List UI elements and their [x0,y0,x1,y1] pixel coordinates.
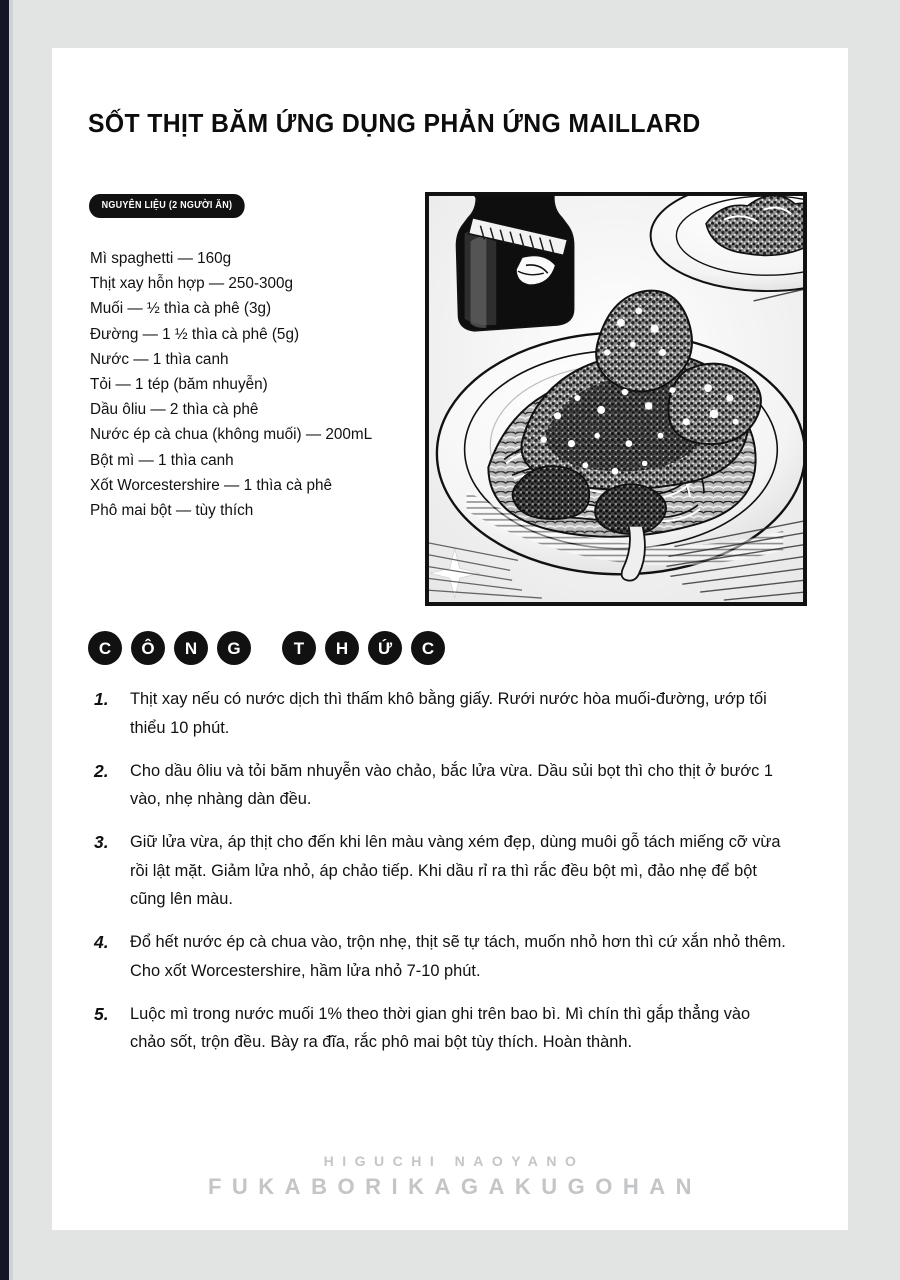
method-letter-bubble: Ô [131,631,165,665]
step-text: Đổ hết nước ép cà chua vào, trộn nhẹ, thịt sẽ tự tách, muốn nhỏ hơn thì cứ xắn nhỏ thêm. Cho xốt Worcestershire, hầm lửa nhỏ 7-10 phút. [130,933,786,980]
step-text: Luộc mì trong nước muối 1% theo thời gian ghi trên bao bì. Mì chín thì gắp thẳng vào chảo sốt, trộn đều. Bày ra đĩa, rắc phô mai bột tùy thích. Hoàn thành. [130,1004,751,1051]
page-spine-edge [9,0,13,1280]
footer-author: HIGUCHI NAOYANO [323,1153,585,1169]
step-text: Cho dầu ôliu và tỏi băm nhuyễn vào chảo, bắc lửa vừa. Dầu sủi bọt thì cho thịt ở bước 1 vào, nhẹ nhàng dàn đều. [130,761,774,808]
method-step [88,685,788,742]
step-text: Giữ lửa vừa, áp thịt cho đến khi lên màu vàng xém đẹp, dùng muôi gỗ tách miếng cỡ vừa rồi lật mặt. Giảm lửa nhỏ, áp chảo tiếp. Khi dầu rỉ ra thì rắc đều bột mì, đảo nhẹ để bột cũng lên màu. [130,833,781,908]
ingredients-list [90,246,420,523]
method-step [88,1000,788,1057]
method-heading [88,628,454,668]
method-letter-bubble: C [88,631,122,665]
ingredient-item: Tỏi — 1 tép (băm nhuyễn) [90,376,268,394]
method-letter-bubble: G [217,631,251,665]
ingredient-item: Đường — 1 ½ thìa cà phê (5g) [90,325,300,343]
recipe-page-card [52,48,848,1230]
page-spine-strip [0,0,9,1280]
dish-illustration [425,192,807,606]
page-title: SỐT THỊT BĂM ỨNG DỤNG PHẢN ỨNG MAILLARD [88,110,701,138]
page-content-area [88,48,812,1230]
method-letter-bubble: N [174,631,208,665]
method-letter-gap [260,648,282,649]
ingredient-item: Nước ép cà chua (không muối) — 200mL [90,426,373,444]
step-number: 5. [94,1003,109,1024]
ingredient-item: Thịt xay hỗn hợp — 250-300g [90,275,294,293]
footer-series: FUKABORIKAGAKUGOHAN [207,1174,703,1199]
ingredient-item: Dầu ôliu — 2 thìa cà phê [90,401,259,419]
method-letter-bubble: C [411,631,445,665]
page-footer [88,1153,812,1200]
method-step [88,828,788,914]
step-text: Thịt xay nếu có nước dịch thì thấm khô bằng giấy. Rưới nước hòa muối-đường, ướp tối thiểu 10 phút. [130,690,767,737]
dish-illustration-svg [427,194,805,604]
method-step [88,928,788,985]
ingredient-item: Bột mì — 1 thìa canh [90,451,234,469]
method-letter-bubble: Ứ [368,631,402,665]
step-number: 4. [94,932,109,952]
ingredient-item: Muối — ½ thìa cà phê (3g) [90,300,272,318]
ingredient-item: Xốt Worcestershire — 1 thìa cà phê [90,476,333,494]
method-letter-bubble: T [282,631,316,665]
method-step [88,757,788,814]
step-number: 1. [94,689,109,709]
ingredient-item: Mì spaghetti — 160g [90,250,232,267]
method-steps-list [88,685,788,1071]
step-number: 2. [94,760,109,781]
ingredients-badge: NGUYÊN LIỆU (2 NGƯỜI ĂN) [89,194,245,218]
method-letter-bubble: H [325,631,359,665]
ingredient-item: Nước — 1 thìa canh [90,350,229,368]
step-number: 3. [94,832,109,852]
ingredient-item: Phô mai bột — tùy thích [90,502,254,520]
